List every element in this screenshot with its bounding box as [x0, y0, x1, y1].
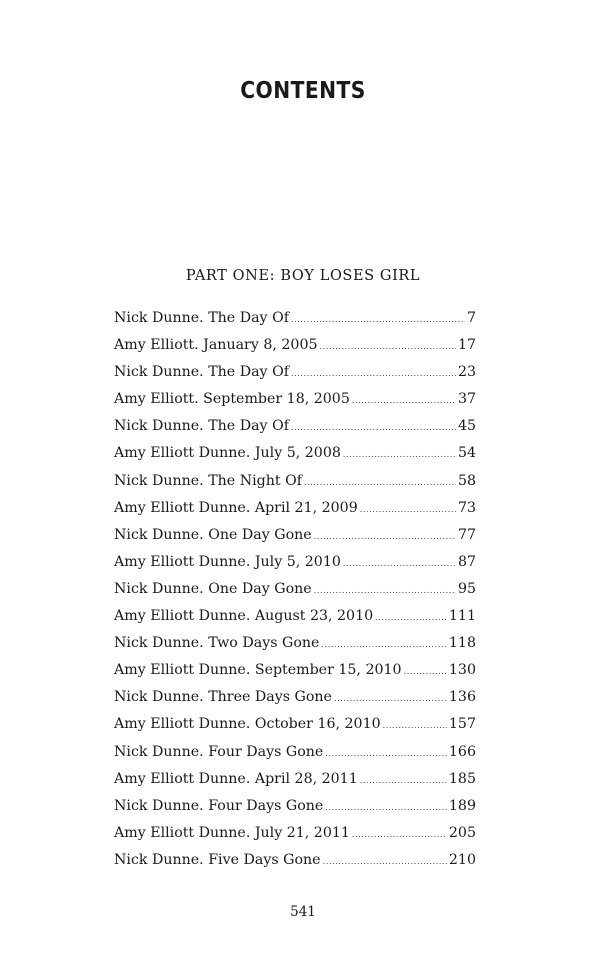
toc-entry-title: Amy Elliott. September 18, 2005 — [114, 391, 350, 408]
toc-entry-page: 95 — [457, 580, 476, 597]
toc-entry-title: Amy Elliott Dunne. April 28, 2011 — [114, 770, 358, 787]
dot-leader — [375, 604, 447, 631]
toc-entry-page: 54 — [457, 445, 476, 462]
toc-entry-title: Amy Elliott Dunne. April 21, 2009 — [114, 499, 358, 516]
toc-entry — [114, 603, 476, 630]
toc-entry-page: 166 — [448, 743, 476, 760]
toc-entry-title: Nick Dunne. The Day Of — [114, 364, 289, 381]
toc-entry — [114, 820, 476, 847]
dot-leader — [314, 523, 456, 550]
toc-entry-page: 111 — [448, 608, 476, 625]
dot-leader — [291, 360, 456, 387]
toc-entry-title: Amy Elliott Dunne. July 5, 2010 — [114, 553, 341, 570]
toc-entry-page: 37 — [457, 391, 476, 408]
dot-leader — [352, 821, 447, 848]
toc-entry — [114, 630, 476, 657]
toc-entry-title: Amy Elliott Dunne. September 15, 2010 — [114, 662, 402, 679]
toc-entry — [114, 522, 476, 549]
dot-leader — [325, 794, 447, 821]
page-number: 541 — [290, 904, 316, 920]
toc-entry-title: Nick Dunne. Two Days Gone — [114, 635, 320, 652]
dot-leader — [352, 387, 456, 414]
toc-entry — [114, 684, 476, 711]
toc-entry-title: Amy Elliott Dunne. August 23, 2010 — [114, 608, 374, 625]
toc-entry — [114, 440, 476, 467]
dot-leader — [360, 496, 456, 523]
dot-leader — [360, 767, 447, 794]
toc-entry-page: 45 — [457, 418, 476, 435]
toc-entry — [114, 332, 476, 359]
page-title: CONTENTS — [240, 78, 366, 104]
toc-entry-page: 58 — [457, 472, 476, 489]
toc-entry-page: 77 — [457, 526, 476, 543]
toc-entry — [114, 549, 476, 576]
part-heading: PART ONE: BOY LOSES GIRL — [185, 268, 421, 284]
toc-entry-title: Nick Dunne. Five Days Gone — [114, 851, 321, 868]
toc-entry-page: 7 — [466, 310, 476, 326]
toc-entry-page: 23 — [457, 364, 476, 381]
toc-entry-page: 185 — [448, 770, 476, 787]
toc-entry — [114, 359, 476, 386]
toc-entry-title: Nick Dunne. The Day Of — [114, 418, 289, 435]
dot-leader — [334, 685, 447, 712]
toc-entry — [114, 793, 476, 820]
dot-leader — [314, 577, 456, 604]
toc-entry-title: Nick Dunne. Four Days Gone — [114, 743, 324, 760]
dot-leader — [343, 441, 456, 468]
toc-entry — [114, 576, 476, 603]
toc-entry-page: 205 — [448, 824, 476, 841]
toc-entry — [114, 386, 476, 413]
toc-entry-page: 73 — [457, 499, 476, 516]
toc-entry — [114, 413, 476, 440]
toc-entry — [114, 711, 476, 738]
dot-leader — [325, 740, 447, 767]
toc-entry-title: Amy Elliott. January 8, 2005 — [114, 337, 318, 354]
dot-leader — [323, 848, 447, 875]
toc-entry-page: 118 — [448, 635, 476, 652]
toc-entry-title: Nick Dunne. One Day Gone — [114, 526, 312, 543]
dot-leader — [321, 631, 446, 658]
toc-entry-page: 130 — [448, 662, 476, 679]
dot-leader — [291, 306, 465, 333]
table-of-contents — [114, 305, 476, 874]
toc-entry-page: 157 — [448, 716, 476, 733]
toc-entry-title: Amy Elliott Dunne. July 5, 2008 — [114, 445, 341, 462]
toc-entry-title: Nick Dunne. Four Days Gone — [114, 797, 324, 814]
toc-entry-page: 189 — [448, 797, 476, 814]
toc-entry — [114, 305, 476, 332]
dot-leader — [320, 333, 456, 360]
toc-entry — [114, 739, 476, 766]
dot-leader — [383, 712, 447, 739]
toc-entry-page: 136 — [448, 689, 476, 706]
toc-entry-title: Amy Elliott Dunne. July 21, 2011 — [114, 824, 350, 841]
toc-entry-title: Amy Elliott Dunne. October 16, 2010 — [114, 716, 381, 733]
toc-entry — [114, 847, 476, 874]
toc-entry-page: 210 — [448, 851, 476, 868]
toc-entry — [114, 495, 476, 522]
toc-entry-page: 87 — [457, 553, 476, 570]
toc-entry-title: Nick Dunne. Three Days Gone — [114, 689, 332, 706]
dot-leader — [304, 469, 456, 496]
dot-leader — [343, 550, 456, 577]
toc-entry-title: Nick Dunne. One Day Gone — [114, 580, 312, 597]
dot-leader — [291, 414, 456, 441]
toc-entry-title: Nick Dunne. The Night Of — [114, 472, 302, 489]
toc-entry-page: 17 — [457, 337, 476, 354]
toc-entry-title: Nick Dunne. The Day Of — [114, 310, 289, 326]
dot-leader — [404, 658, 447, 685]
toc-entry — [114, 657, 476, 684]
toc-entry — [114, 468, 476, 495]
toc-entry — [114, 766, 476, 793]
